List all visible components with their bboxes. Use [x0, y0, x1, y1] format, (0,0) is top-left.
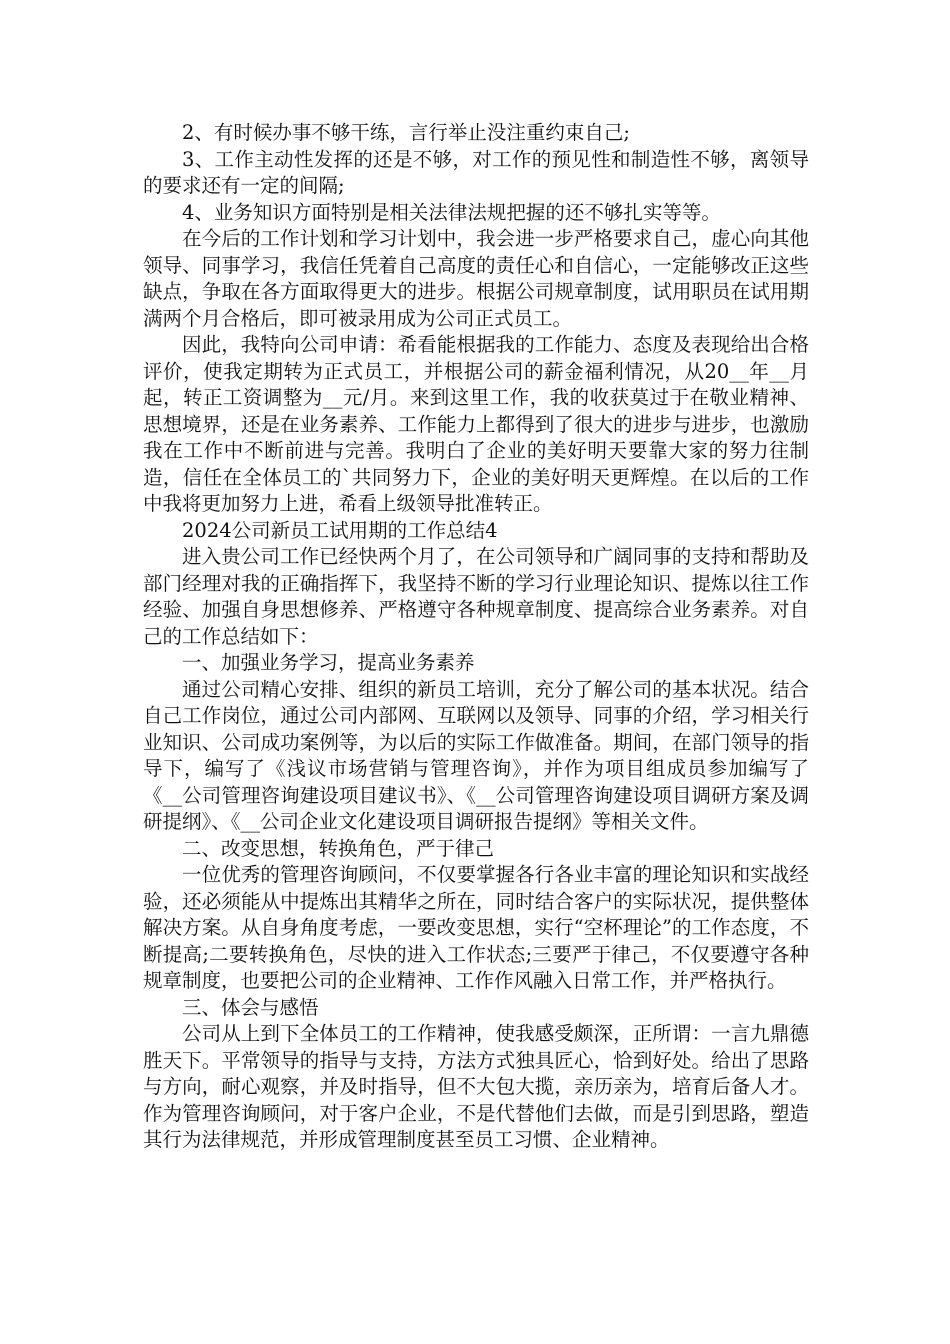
paragraph-study: 通过公司精心安排、组织的新员工培训，充分了解公司的基本状况。结合自己工作岗位，通过公司内部网、互联网以及领导、同事的介绍，学习相关行业知识、公司成功案例等，为以后的实际工作做准备。期间，在部门领导的指导下，编写了《浅议市场营销与管理咨询》，并作为项目组成员参加编写了《__公司管理咨询建设项目建议书》、《__公司管理咨询建设项目调研方案及调研提纲》、《__公司企业文化建设项目调研报告提纲》等相关文件。	[143, 677, 809, 833]
paragraph-item-3: 3、工作主动性发挥的还是不够，对工作的预见性和制造性不够，离领导的要求还有一定的间隔;	[143, 147, 809, 197]
section-heading-1: 一、加强业务学习，提高业务素养	[182, 651, 475, 674]
paragraph-intro: 进入贵公司工作已经快两个月了，在公司领导和广阔同事的支持和帮助及部门经理对我的正确指挥下，我坚持不断的学习行业理论知识、提炼以往工作经验、加强自身思想修养、严格遵守各种规章制度、提高综合业务素养。对自己的工作总结如下：	[143, 545, 809, 648]
paragraph-item-2: 2、有时候办事不够干练，言行举止没注重约束自己;	[182, 121, 630, 144]
section-heading-2: 二、改变思想，转换角色，严于律己	[182, 836, 495, 860]
paragraph-mindset: 一位优秀的管理咨询顾问，不仅要掌握各行各业丰富的理论知识和实战经验，还必须能从中提炼出其精华之所在，同时结合客户的实际状况，提供整体解决方案。从自身角度考虑，一要改变思想，实行“空杯理论”的工作态度，不断提高;二要转换角色，尽快的进入工作状态;三要严于律己，不仅要遵守各种规章制度，也要把公司的企业精神、工作作风融入日常工作，并严格执行。	[143, 863, 809, 992]
section-title-summary-4: 2024公司新员工试用期的工作总结4	[182, 518, 498, 542]
paragraph-reflection: 公司从上到下全体员工的工作精神，使我感受颇深，正所谓：一言九鼎德胜天下。平常领导的指导与支持，方法方式独具匠心，恰到好处。给出了思路与方向，耐心观察，并及时指导，但不大包大揽，亲历亲为，培育后备人才。作为管理咨询顾问，对于客户企业，不是代替他们去做，而是引到思路，塑造其行为法律规范，并形成管理制度甚至员工习惯、企业精神。	[143, 1022, 809, 1151]
paragraph-future-plan: 在今后的工作计划和学习计划中，我会进一步严格要求自己，虚心向其他领导、同事学习，我信任凭着自己高度的责任心和自信心，一定能够改正这些缺点，争取在各方面取得更大的进步。根据公司规章制度，试用职员在试用期满两个月合格后，即可被录用成为公司正式员工。	[143, 227, 809, 330]
section-heading-3: 三、体会与感悟	[182, 995, 319, 1019]
paragraph-item-4: 4、业务知识方面特别是相关法律法规把握的还不够扎实等等。	[182, 200, 721, 224]
document-page	[143, 120, 809, 1154]
paragraph-application: 因此，我特向公司申请：希看能根据我的工作能力、态度及表现给出合格评价，使我定期转为正式员工，并根据公司的薪金福利情况，从20__年__月起，转正工资调整为__元/月。来到这里工作，我的收获莫过于在敬业精神、思想境界，还是在业务素养、工作能力上都得到了很大的进步与进步，也激励我在工作中不断前进与完善。我明白了企业的美好明天要靠大家的努力往制造，信任在全体员工的`共同努力下，企业的美好明天更辉煌。在以后的工作中我将更加努力上进，希看上级领导批准转正。	[143, 333, 809, 515]
